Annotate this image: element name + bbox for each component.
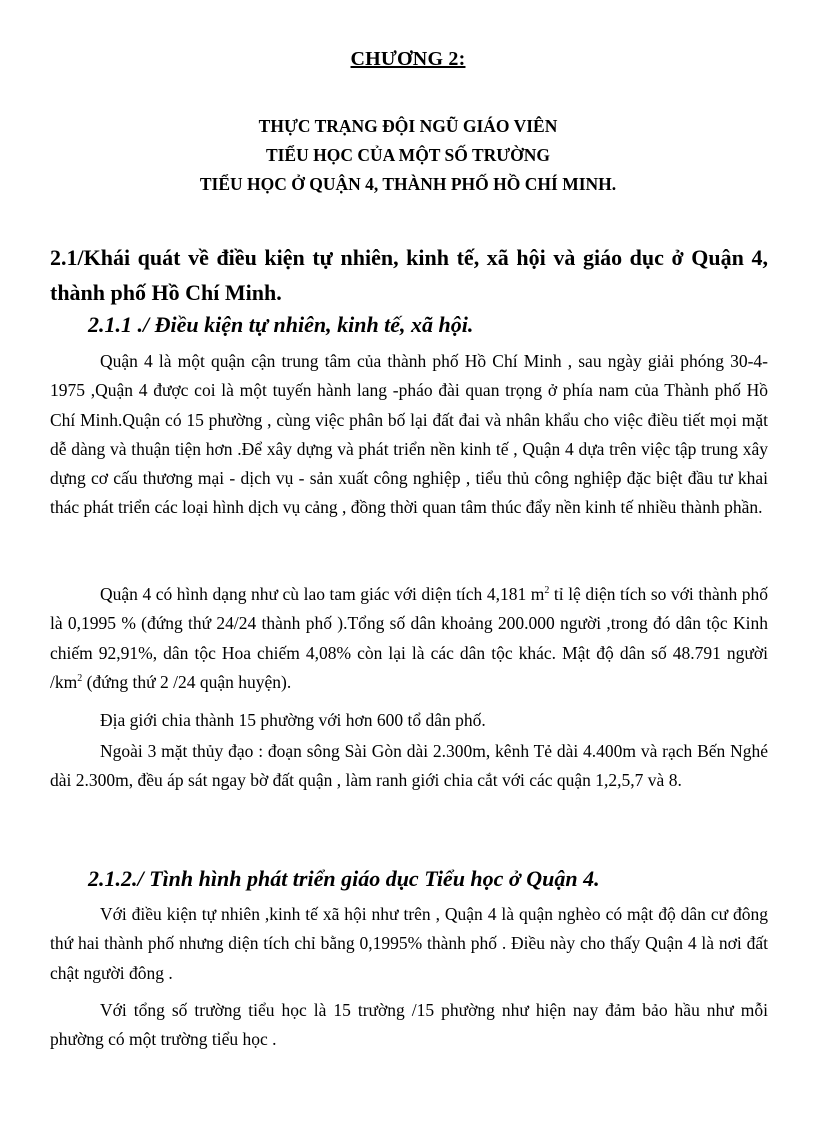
- paragraph-area-population: [50, 580, 768, 697]
- chapter-title-line-1: THỰC TRẠNG ĐỘI NGŨ GIÁO VIÊN: [258, 116, 558, 136]
- chapter-title: [0, 112, 816, 199]
- subsection-2-1-1-heading: 2.1.1 ./ Điều kiện tự nhiên, kinh tế, xã hội.: [88, 312, 474, 337]
- paragraph-waterways: [50, 737, 768, 796]
- chapter-label: CHƯƠNG 2:: [350, 48, 466, 70]
- chapter-title-line-2: TIỂU HỌC CỦA MỘT SỐ TRƯỜNG: [265, 145, 551, 165]
- paragraph-text: Với điều kiện tự nhiên ,kinh tế xã hội như trên , Quận 4 là quận nghèo có mật độ dân cư đông thứ hai thành phố nhưng diện tích chỉ bằng 0,1995% thành phố . Điều này cho thấy Quận 4 là nơi đất chật người đông .: [50, 904, 768, 983]
- subsection-2-1-2-heading: 2.1.2./ Tình hình phát triển giáo dục Tiểu học ở Quận 4.: [88, 866, 600, 891]
- superscript-2: 2: [544, 585, 550, 596]
- paragraph-text: Quận 4 là một quận cận trung tâm của thành phố Hồ Chí Minh , sau ngày giải phóng 30-4-1975 ,Quận 4 được coi là một tuyến hành lang -pháo đài quan trọng ở phía nam của Thành phố Hồ Chí Minh.Quận có 15 phường , cùng việc phân bố lại đất đai và nhân khẩu cho việc điều tiết mọi mặt dễ dàng và thuận tiện hơn .Để xây dựng và phát triển nền kinh tế , Quận 4 dựa trên việc tập trung xây dựng cơ cấu thương mại - dịch vụ - sản xuất công nghiệp , tiểu thủ công nghiệp đặc biệt đầu tư khai thác phát triển các loại hình dịch vụ cảng , đồng thời quan tâm thúc đẩy nền kinh tế nhiều thành phần.: [50, 351, 768, 518]
- paragraph-natural-conditions: [50, 347, 768, 523]
- chapter-title-line-3: TIỂU HỌC Ở QUẬN 4, THÀNH PHỐ HỒ CHÍ MINH.: [199, 174, 617, 194]
- paragraph-text: Ngoài 3 mặt thủy đạo : đoạn sông Sài Gòn dài 2.300m, kênh Tẻ dài 4.400m và rạch Bến Nghé dài 2.300m, đều áp sát ngay bờ đất quận , làm ranh giới chia cắt với các quận 1,2,5,7 và 8.: [50, 741, 768, 791]
- section-2-1-heading: 2.1/Khái quát về điều kiện tự nhiên, kinh tế, xã hội và giáo dục ở Quận 4, thành phố Hồ Chí Minh.: [50, 245, 768, 305]
- paragraph-education-situation: [50, 900, 768, 988]
- paragraph-boundaries: [50, 706, 768, 735]
- paragraph-text-part-1: Quận 4 có hình dạng như cù lao tam giác với diện tích 4,181 m: [100, 584, 545, 604]
- paragraph-school-count: [50, 996, 768, 1055]
- paragraph-text-part-2: tỉ lệ diện tích so với thành phố là 0,1995 % (đứng thứ 24/24 thành phố ).Tổng số dân khoảng 200.000 người ,trong đó dân tộc Kinh chiếm 92,91%, dân tộc Hoa chiếm 4,08% còn lại là các dân tộc khác. Mật độ dân số 48.791 người /km: [50, 584, 769, 692]
- paragraph-text: Địa giới chia thành 15 phường với hơn 600 tổ dân phố.: [100, 710, 486, 730]
- superscript-2: 2: [77, 672, 83, 684]
- paragraph-text-part-3: (đứng thứ 2 /24 quận huyện).: [82, 671, 292, 692]
- paragraph-text: Với tổng số trường tiểu học là 15 trường /15 phường như hiện nay đảm bảo hầu như mỗi phường có một trường tiểu học .: [50, 1000, 768, 1050]
